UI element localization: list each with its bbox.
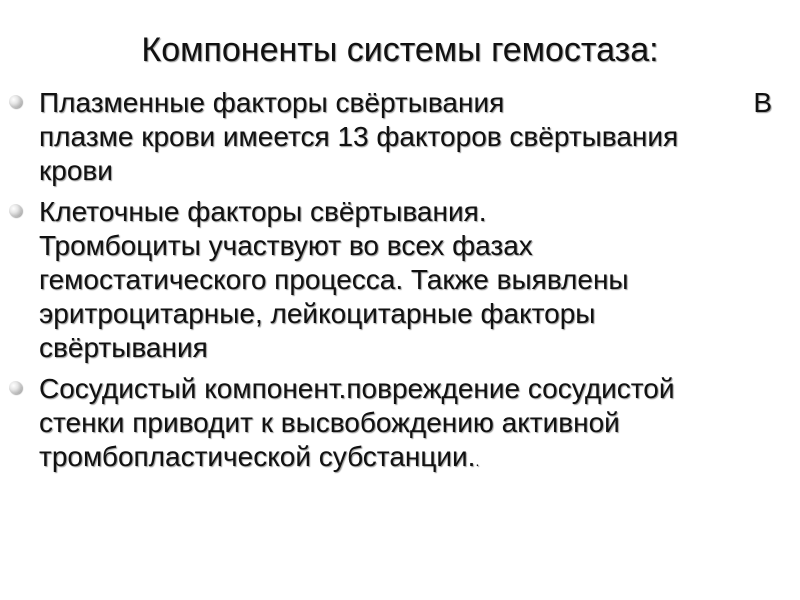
bullet-marker-icon	[9, 95, 22, 108]
bullet-marker-icon	[9, 381, 22, 394]
bullet-line: Плазменные факторы свёртывания	[39, 87, 505, 118]
slide-title: Компоненты системы гемостаза:	[141, 31, 659, 69]
bullet-line: гемостатического процесса. Также выявлены	[39, 264, 629, 295]
bullet-line: Клеточные факторы свёртывания.	[39, 196, 487, 227]
bullet-item-plasma-factors	[0, 86, 800, 188]
bullet-text	[0, 86, 800, 188]
bullet-item-cellular-factors	[0, 195, 800, 365]
bullet-line: свёртывания	[39, 332, 208, 363]
bullet-line-right-fragment: В	[753, 87, 772, 118]
bullet-list	[0, 86, 800, 481]
bullet-line: эритроцитарные, лейкоцитарные факторы	[39, 298, 596, 329]
bullet-item-vascular-component	[0, 372, 800, 474]
bullet-line: крови	[39, 155, 113, 186]
bullet-marker-icon	[9, 204, 22, 217]
bullet-line: Тромбоциты участвуют во всех фазах	[39, 230, 533, 261]
bullet-line: Сосудистый компонент.повреждение сосудистой	[39, 373, 675, 404]
trailing-dot: .	[475, 453, 480, 469]
bullet-text	[0, 372, 800, 474]
bullet-line: стенки приводит к высвобождению активной	[39, 407, 620, 438]
bullet-text	[0, 195, 800, 365]
bullet-line: тромбопластической субстанции.	[39, 441, 476, 472]
bullet-line: плазме крови имеется 13 факторов свёртывания	[39, 121, 679, 152]
